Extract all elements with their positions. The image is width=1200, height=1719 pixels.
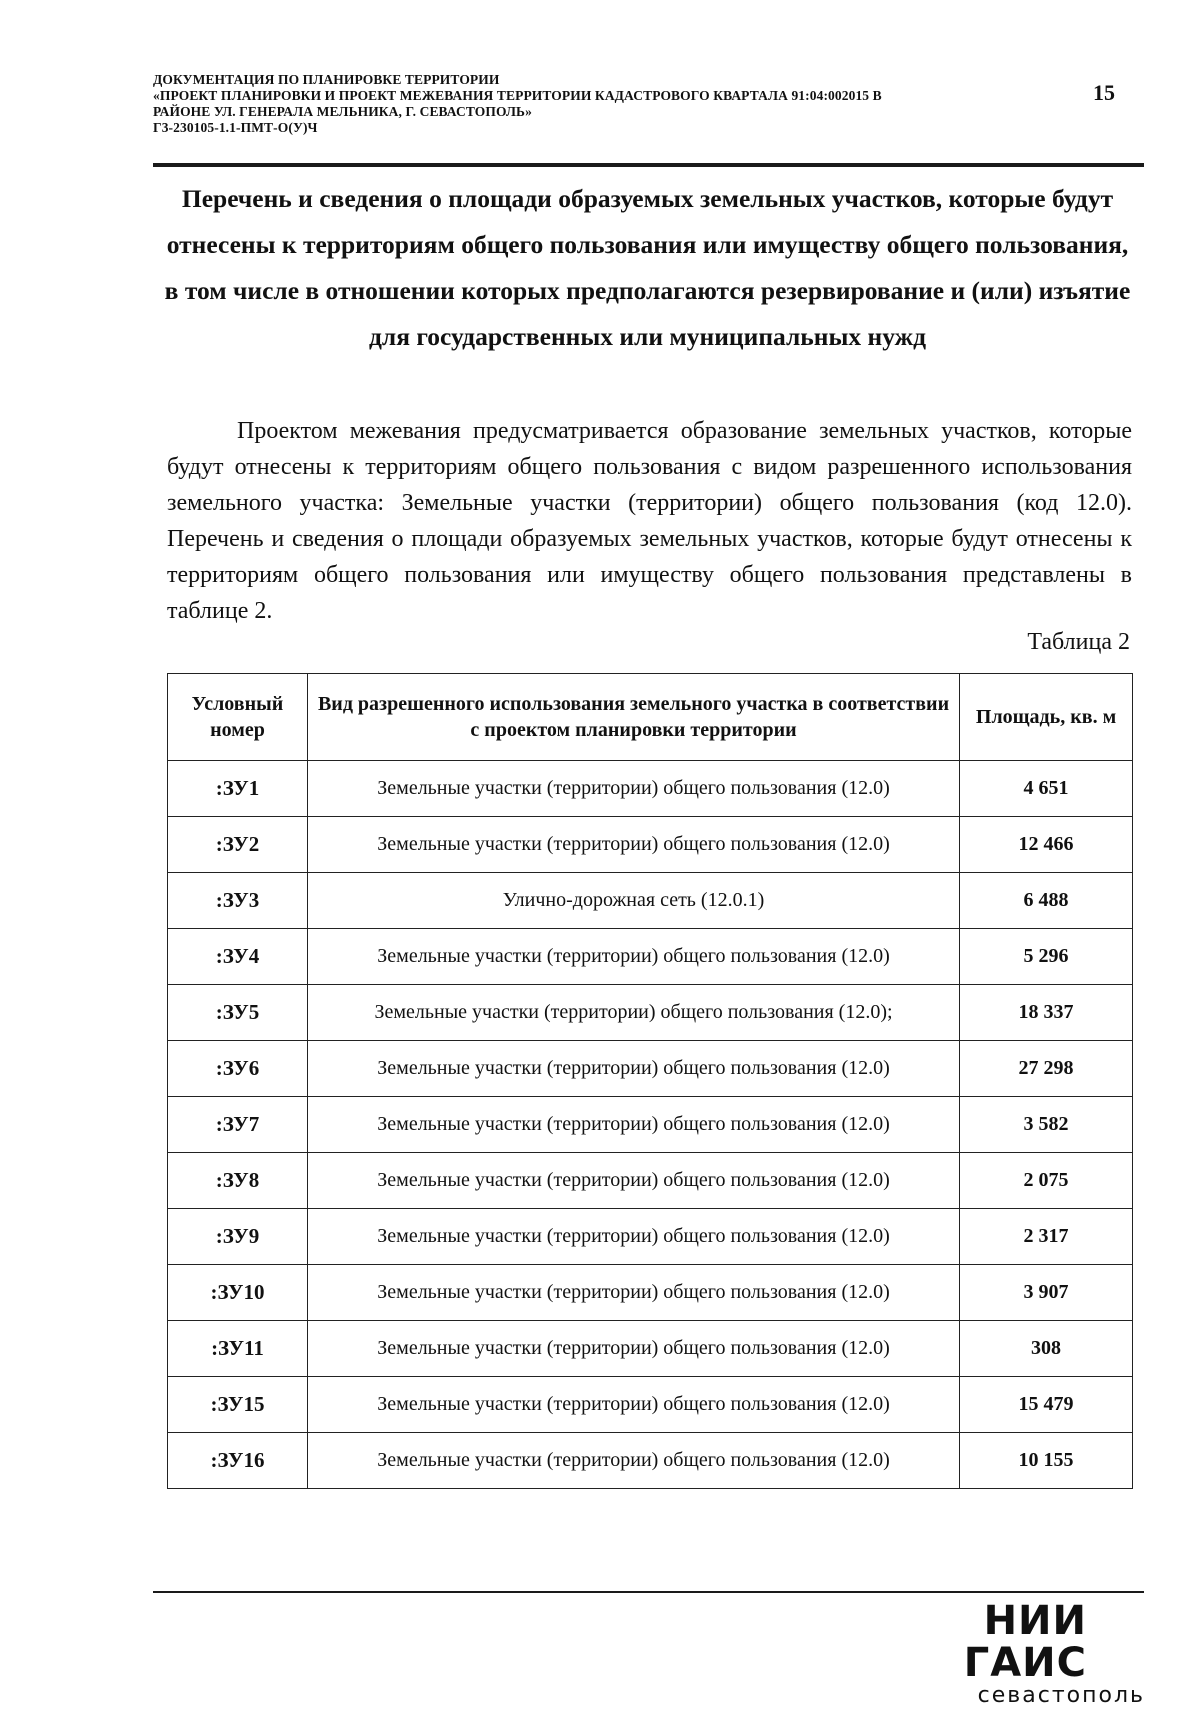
header-divider	[153, 163, 1144, 167]
table-row	[168, 1209, 1133, 1265]
cell-number: :ЗУ3	[168, 873, 308, 929]
cell-number: :ЗУ1	[168, 761, 308, 817]
header-line-1: ДОКУМЕНТАЦИЯ ПО ПЛАНИРОВКЕ ТЕРРИТОРИИ	[153, 72, 500, 87]
table-row	[168, 1097, 1133, 1153]
header-use: Вид разрешенного использования земельного участка в соответствии с проектом планировки территории	[307, 674, 959, 761]
cell-use: Земельные участки (территории) общего пользования (12.0)	[307, 1321, 959, 1377]
cell-area: 5 296	[960, 929, 1133, 985]
cell-area: 2 317	[960, 1209, 1133, 1265]
table-row	[168, 817, 1133, 873]
cell-area: 18 337	[960, 985, 1133, 1041]
cell-area: 10 155	[960, 1433, 1133, 1489]
cell-number: :ЗУ10	[168, 1265, 308, 1321]
company-logo	[895, 1600, 1145, 1708]
cell-number: :ЗУ5	[168, 985, 308, 1041]
cell-area: 12 466	[960, 817, 1133, 873]
cell-area: 3 582	[960, 1097, 1133, 1153]
cell-use: Земельные участки (территории) общего пользования (12.0)	[307, 817, 959, 873]
cell-number: :ЗУ7	[168, 1097, 308, 1153]
cell-area: 3 907	[960, 1265, 1133, 1321]
header-number: Условный номер	[168, 674, 308, 761]
cell-use: Земельные участки (территории) общего пользования (12.0)	[307, 1377, 959, 1433]
cell-number: :ЗУ2	[168, 817, 308, 873]
page-number: 15	[1093, 80, 1115, 105]
table-row	[168, 761, 1133, 817]
footer-divider	[153, 1591, 1144, 1593]
header-line-4: Г3-230105-1.1-ПМТ-О(У)Ч	[153, 120, 318, 135]
table-row	[168, 873, 1133, 929]
table-row	[168, 929, 1133, 985]
cell-use: Земельные участки (территории) общего пользования (12.0)	[307, 761, 959, 817]
header-line-3: РАЙОНЕ УЛ. ГЕНЕРАЛА МЕЛЬНИКА, Г. СЕВАСТОПОЛЬ»	[153, 104, 532, 119]
cell-area: 27 298	[960, 1041, 1133, 1097]
cell-number: :ЗУ16	[168, 1433, 308, 1489]
cell-use: Земельные участки (территории) общего пользования (12.0)	[307, 1153, 959, 1209]
cell-use: Земельные участки (территории) общего пользования (12.0)	[307, 1097, 959, 1153]
document-header	[153, 72, 1053, 136]
table-row	[168, 1265, 1133, 1321]
cell-number: :ЗУ4	[168, 929, 308, 985]
cell-use: Земельные участки (территории) общего пользования (12.0)	[307, 1265, 959, 1321]
table-row	[168, 1153, 1133, 1209]
logo-sub-text: севастополь	[977, 1683, 1145, 1708]
cell-use: Земельные участки (территории) общего пользования (12.0)	[307, 929, 959, 985]
cell-number: :ЗУ9	[168, 1209, 308, 1265]
logo-main-text: НИИ ГАИС	[963, 1598, 1087, 1686]
cell-use: Улично-дорожная сеть (12.0.1)	[307, 873, 959, 929]
cell-area: 308	[960, 1321, 1133, 1377]
table-header-row	[168, 674, 1133, 761]
header-line-2: «ПРОЕКТ ПЛАНИРОВКИ И ПРОЕКТ МЕЖЕВАНИЯ ТЕРРИТОРИИ КАДАСТРОВОГО КВАРТАЛА 91:04:002015 В	[153, 88, 882, 103]
table-body	[168, 761, 1133, 1489]
header-area: Площадь, кв. м	[960, 674, 1133, 761]
cell-use: Земельные участки (территории) общего пользования (12.0)	[307, 1041, 959, 1097]
table-row	[168, 1321, 1133, 1377]
cell-number: :ЗУ15	[168, 1377, 308, 1433]
table-row	[168, 1041, 1133, 1097]
intro-paragraph: Проектом межевания предусматривается образование земельных участков, которые будут отнесены к территориям общего пользования с видом разрешенного использования земельного участка: Земельные участки (территории) общего пользования (код 12.0). Перечень и сведения о площади образуемых земельных участков, которые будут отнесены к территориям общего пользования или имуществу общего пользования представлены в таблице 2.	[167, 418, 1132, 624]
table-caption: Таблица 2	[1027, 629, 1130, 655]
cell-area: 4 651	[960, 761, 1133, 817]
cell-number: :ЗУ8	[168, 1153, 308, 1209]
cell-use: Земельные участки (территории) общего пользования (12.0);	[307, 985, 959, 1041]
table-row	[168, 1433, 1133, 1489]
cell-area: 2 075	[960, 1153, 1133, 1209]
table-row	[168, 1377, 1133, 1433]
cell-area: 15 479	[960, 1377, 1133, 1433]
cell-use: Земельные участки (территории) общего пользования (12.0)	[307, 1433, 959, 1489]
cell-use: Земельные участки (территории) общего пользования (12.0)	[307, 1209, 959, 1265]
cell-area: 6 488	[960, 873, 1133, 929]
cell-number: :ЗУ11	[168, 1321, 308, 1377]
cell-number: :ЗУ6	[168, 1041, 308, 1097]
table-row	[168, 985, 1133, 1041]
section-title: Перечень и сведения о площади образуемых земельных участков, которые будут отнесены к территориям общего пользования или имуществу общего пользования, в том числе в отношении которых предполагаются резервирование и (или) изъятие для государственных или муниципальных нужд	[164, 184, 1131, 351]
land-plots-table	[167, 673, 1133, 1489]
